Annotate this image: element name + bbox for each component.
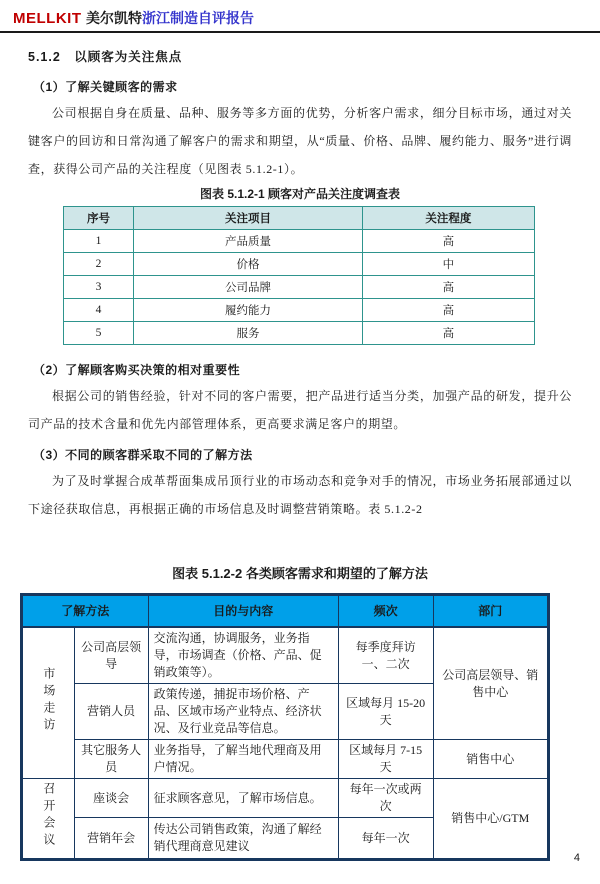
cell-purpose: 交流沟通，协调服务，业务指导，市场调查（价格、产品、促销政策等）。 [148, 627, 338, 684]
table-row [22, 740, 549, 779]
report-title: 浙江制造自评报告 [141, 10, 254, 26]
customer-attention-table [63, 206, 535, 345]
cell-frequency: 区域每月 7-15 天 [338, 740, 433, 779]
table-row [64, 253, 535, 276]
col-header-method: 了解方法 [22, 595, 149, 628]
header-divider [0, 31, 600, 33]
cell-no: 1 [64, 230, 134, 253]
page-number: 4 [573, 852, 580, 864]
cell-no: 2 [64, 253, 134, 276]
col-header-department: 部门 [433, 595, 548, 628]
table-row [64, 230, 535, 253]
cell-purpose: 传达公司销售政策，沟通了解经销代理商意见建议 [148, 818, 338, 860]
cell-no: 3 [64, 276, 134, 299]
table1-caption: 图表 5.1.2-1 顾客对产品关注度调查表 [199, 187, 401, 201]
cell-who: 座谈会 [74, 779, 148, 818]
cell-level: 高 [362, 322, 534, 345]
cell-no: 5 [64, 322, 134, 345]
cell-purpose: 政策传递，捕捉市场价格、产品、区域市场产业特点、经济状况、及行业竞品等信息。 [148, 684, 338, 740]
cell-item: 履约能力 [134, 299, 363, 322]
cell-item: 公司品牌 [134, 276, 363, 299]
cell-level: 中 [362, 253, 534, 276]
customer-needs-methods-table [20, 593, 550, 861]
cell-who: 营销人员 [74, 684, 148, 740]
page-content [0, 47, 600, 861]
cell-level: 高 [362, 299, 534, 322]
paragraph-3: 为了及时掌握合成革帮面集成吊顶行业的市场动态和竞争对手的情况，市场业务拓展部通过以下途径获取信息，再根据正确的市场信息及时调整营销策略。表 5.1.2-2 [28, 474, 572, 516]
cell-no: 4 [64, 299, 134, 322]
cell-level: 高 [362, 276, 534, 299]
company-name: 美尔凯特 [85, 10, 142, 26]
cell-frequency: 每季度拜访一、二次 [338, 627, 433, 684]
cell-item: 价格 [134, 253, 363, 276]
brand-logo-text: MELLKIT [13, 10, 82, 27]
col-header-no: 序号 [64, 207, 134, 230]
cell-department: 公司高层领导、销售中心 [433, 627, 548, 740]
cell-purpose: 业务指导，了解当地代理商及用户情况。 [148, 740, 338, 779]
heading-1: （1）了解关键顾客的需求 [33, 80, 178, 94]
report-header [0, 0, 600, 28]
heading-3: （3）不同的顾客群采取不同的了解方法 [33, 448, 253, 462]
col-header-frequency: 频次 [338, 595, 433, 628]
col-header-level: 关注程度 [362, 207, 534, 230]
paragraph-2: 根据公司的销售经验，针对不同的客户需要，把产品进行适当分类，加强产品的研发，提升公司产品的技术含量和优先内部管理体系，更高要求满足客户的期望。 [28, 389, 572, 431]
table-row [64, 276, 535, 299]
cell-who: 其它服务人员 [74, 740, 148, 779]
cell-level: 高 [362, 230, 534, 253]
paragraph-1: 公司根据自身在质量、品种、服务等多方面的优势，分析客户需求，细分目标市场，通过对关键客户的回访和日常沟通了解客户的需求和期望，从“质量、价格、品牌、履约能力、服务”进行调查，获得公司产品的关注程度（见图表 5.1.2-1）。 [28, 106, 572, 176]
cell-who: 营销年会 [74, 818, 148, 860]
col-header-item: 关注项目 [134, 207, 363, 230]
cell-purpose: 征求顾客意见，了解市场信息。 [148, 779, 338, 818]
cell-department: 销售中心 [433, 740, 548, 779]
table-row [22, 627, 549, 684]
cell-item: 服务 [134, 322, 363, 345]
table-header-row [64, 207, 535, 230]
table2-caption: 图表 5.1.2-2 各类顾客需求和期望的了解方法 [172, 566, 428, 581]
table-row [64, 299, 535, 322]
cell-frequency: 每年一次或两次 [338, 779, 433, 818]
cell-who: 公司高层领导 [74, 627, 148, 684]
cell-frequency: 区域每月 15-20 天 [338, 684, 433, 740]
heading-2: （2）了解顾客购买决策的相对重要性 [33, 363, 241, 377]
section-title: 5.1.2 以顾客为关注焦点 [28, 50, 183, 64]
table-header-row [22, 595, 549, 628]
table-row [22, 779, 549, 818]
cell-department: 销售中心/GTM [433, 779, 548, 860]
group-label-market-visit: 市场走访 [22, 627, 75, 779]
table-row [64, 322, 535, 345]
cell-item: 产品质量 [134, 230, 363, 253]
col-header-purpose: 目的与内容 [148, 595, 338, 628]
group-label-meetings: 召开会议 [22, 779, 75, 860]
cell-frequency: 每年一次 [338, 818, 433, 860]
